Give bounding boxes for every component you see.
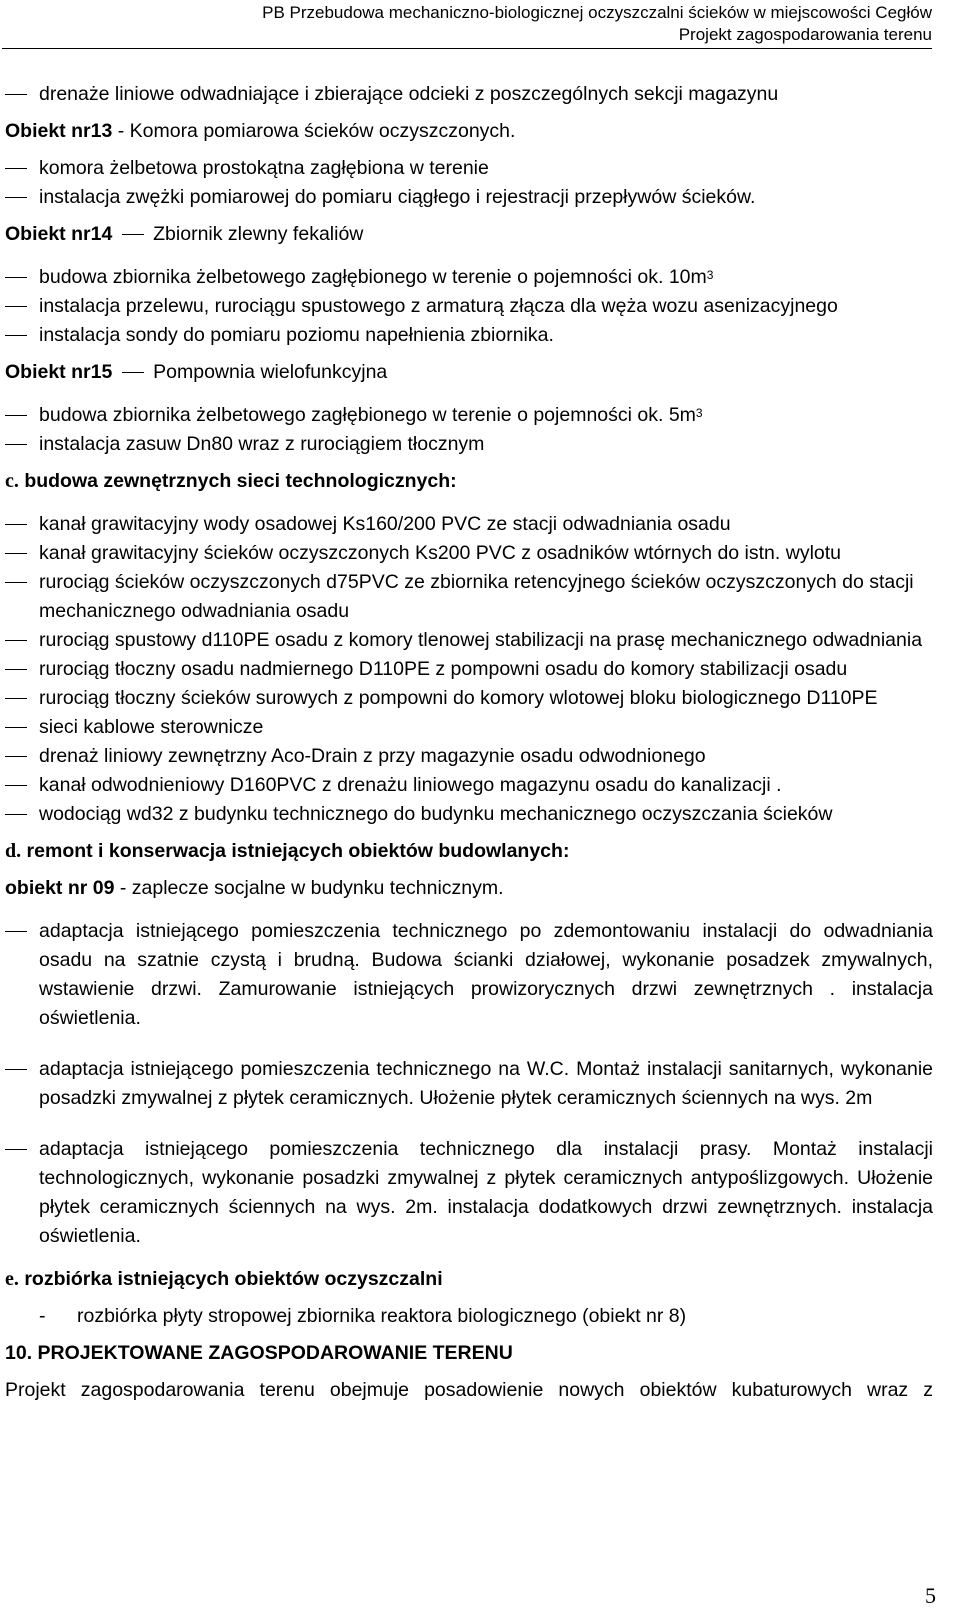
list-item: instalacja przelewu, rurociągu spustowego z armaturą złącza dla węża wozu asenizacyjnego [5, 292, 933, 321]
list-item: adaptacja istniejącego pomieszczenia technicznego na W.C. Montaż instalacji sanitarnych, wykonanie posadzki zmywalnej z płytek ceramicznych. Ułożenie płytek ceramicznych ściennych na wys. 2m [5, 1055, 933, 1113]
page-header [262, 2, 932, 46]
dash-bullet [5, 444, 27, 445]
list-item: sieci kablowe sterownicze [5, 713, 933, 742]
dash-bullet [5, 1069, 27, 1070]
document-body [5, 80, 933, 1405]
object-13-heading: Obiekt nr13 - Komora pomiarowa ścieków oczyszczonych. [5, 120, 516, 142]
list-item: instalacja zasuw Dn80 wraz z rurociągiem tłocznym [5, 430, 933, 459]
list-item: adaptacja istniejącego pomieszczenia technicznego dla instalacji prasy. Montaż instalacji technologicznych, wykonanie posadzki zmywalnej z płytek ceramicznych antypoślizgowych. Ułożenie płytek ceramicznych ściennych na wys. 2m. instalacja dodatkowych drzwi zewnętrznych. instalacja oświetlenia. [5, 1135, 933, 1251]
list-item: drenaż liniowy zewnętrzny Aco-Drain z przy magazynie osadu odwodnionego [5, 742, 933, 771]
list-item: rurociąg tłoczny osadu nadmiernego D110PE z pompowni osadu do komory stabilizacji osadu [5, 655, 933, 684]
dash-bullet [5, 698, 27, 699]
dash-bullet [5, 94, 27, 95]
dash-bullet [5, 335, 27, 336]
list-item: rurociąg spustowy d110PE osadu z komory tlenowej stabilizacji na prasę mechanicznego odwadniania [5, 626, 933, 655]
list-item: kanał odwodnieniowy D160PVC z drenażu liniowego magazynu osadu do kanalizacji . [5, 771, 933, 800]
dash-bullet [5, 582, 27, 583]
dash-bullet [5, 727, 27, 728]
list-item: instalacja zwężki pomiarowej do pomiaru ciągłego i rejestracji przepływów ścieków. [5, 183, 933, 212]
dash-bullet [5, 785, 27, 786]
list-item: - rozbiórka płyty stropowej zbiornika reaktora biologicznego (obiekt nr 8) [39, 1305, 687, 1327]
list-item: instalacja sondy do pomiaru poziomu napełnienia zbiornika. [5, 321, 933, 350]
list-item: rurociąg tłoczny ścieków surowych z pompowni do komory wlotowej bloku biologicznego D110PE [5, 684, 933, 713]
list-item: kanał grawitacyjny wody osadowej Ks160/200 PVC ze stacji odwadniania osadu [5, 510, 933, 539]
dash-bullet [5, 524, 27, 525]
dash-bullet [5, 277, 27, 278]
dash-bullet [5, 168, 27, 169]
dash-bullet [5, 756, 27, 757]
header-rule [2, 48, 932, 49]
object-15-heading: Obiekt nr15 Pompownia wielofunkcyjna [5, 361, 388, 383]
list-item: budowa zbiornika żelbetowego zagłębionego w terenie o pojemności ok. $10m^3$ [5, 263, 933, 292]
section-10-heading: 10. PROJEKTOWANE ZAGOSPODAROWANIE TERENU [5, 1342, 513, 1364]
page-number: 5 [925, 1583, 936, 1608]
header-section-title: Projekt zagospodarowania terenu [678, 25, 932, 44]
section-c-heading: c. budowa zewnętrznych sieci technologicznych: [5, 470, 457, 492]
dash-bullet [5, 197, 27, 198]
dash-bullet [5, 931, 27, 932]
dash-bullet [5, 1149, 27, 1150]
dash-bullet [5, 306, 27, 307]
list-item: kanał grawitacyjny ścieków oczyszczonych Ks200 PVC z osadników wtórnych do istn. wylotu [5, 539, 933, 568]
list-item: adaptacja istniejącego pomieszczenia technicznego po zdemontowaniu instalacji do odwadniania osadu na szatnie czystą i brudną. Budowa ścianki działowej, wykonanie posadzek zmywalnych, wstawienie drzwi. Zamurowanie istniejących prowizorycznych drzwi zewnętrznych . instalacja oświetlenia. [5, 917, 933, 1033]
list-item: rurociąg ścieków oczyszczonych d75PVC ze zbiornika retencyjnego ścieków oczyszczonych do stacji mechanicznego odwadniania osadu [5, 568, 933, 626]
header-document-title: PB Przebudowa mechaniczno-biologicznej oczyszczalni ścieków w miejscowości Cegłów [262, 3, 932, 22]
dash-bullet [5, 669, 27, 670]
list-item: komora żelbetowa prostokątna zagłębiona w terenie [5, 154, 933, 183]
object-14-heading: Obiekt nr14 Zbiornik zlewny fekaliów [5, 223, 364, 245]
list-item: budowa zbiornika żelbetowego zagłębionego w terenie o pojemności ok. $5m^3$ [5, 401, 933, 430]
closing-paragraph: Projekt zagospodarowania terenu obejmuje posadowienie nowych obiektów kubaturowych wraz z [5, 1379, 933, 1401]
dash-bullet [5, 640, 27, 641]
section-e-heading: e. rozbiórka istniejących obiektów oczyszczalni [5, 1268, 443, 1290]
dash-bullet [5, 814, 27, 815]
dash-bullet [5, 553, 27, 554]
section-d-heading: d. remont i konserwacja istniejących obiektów budowlanych: [5, 840, 570, 862]
list-item: drenaże liniowe odwadniające i zbierające odcieki z poszczególnych sekcji magazynu [5, 80, 933, 109]
list-item: wodociąg wd32 z budynku technicznego do budynku mechanicznego oczyszczania ścieków [5, 800, 933, 829]
dash-bullet [5, 415, 27, 416]
object-09-heading: obiekt nr 09 - zaplecze socjalne w budynku technicznym. [5, 877, 504, 899]
